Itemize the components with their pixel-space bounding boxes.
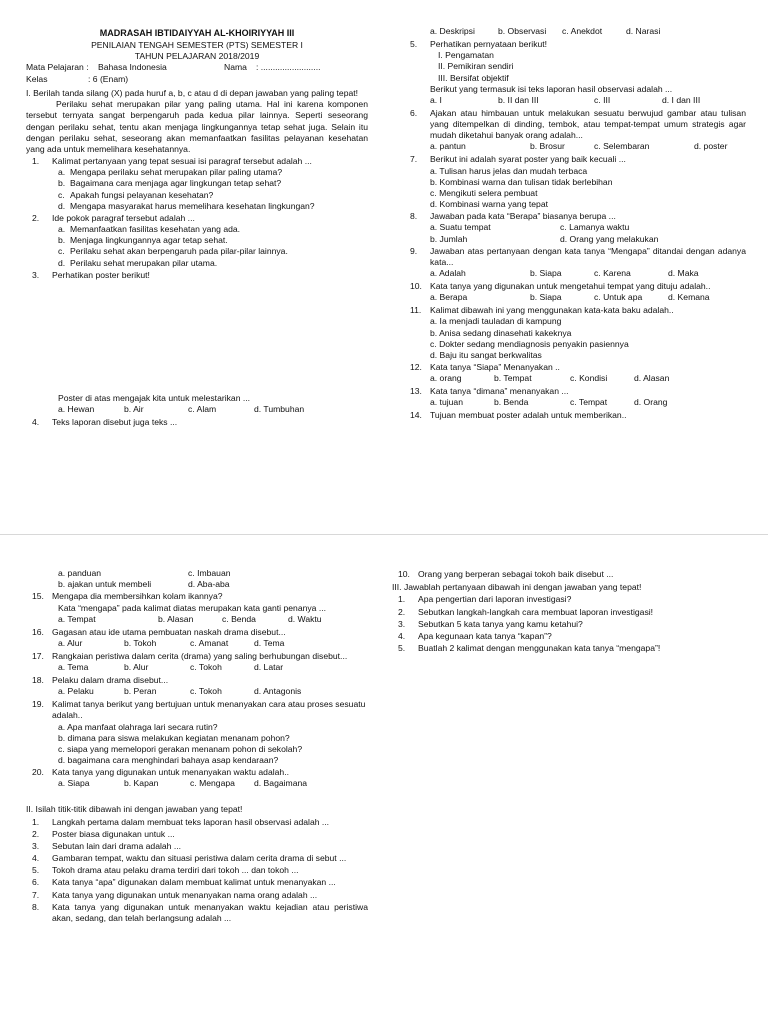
poster-image-area xyxy=(26,281,368,393)
option-b: b. II dan III xyxy=(498,94,539,105)
question-16-options xyxy=(58,638,368,650)
question-9-options xyxy=(430,268,746,280)
option-c: c. Imbauan xyxy=(188,568,231,578)
option-a: a. I xyxy=(430,94,442,105)
question-19: 19. Kalimat tanya berikut yang bertujuan untuk menanyakan cara atau proses sesuatu adalah.. xyxy=(32,699,366,721)
option-a: a. orang xyxy=(430,373,462,384)
fill-in-item: 2. Poster biasa digunakan untuk ... xyxy=(32,828,175,839)
question-text: Teks laporan disebut juga teks ... xyxy=(52,417,178,428)
question-5-options xyxy=(430,95,746,107)
option-c: c. Tempat xyxy=(570,397,608,408)
item-text: Orang yang berperan sebagai tokoh baik disebut ... xyxy=(418,569,614,579)
option-b: b. Observasi xyxy=(498,26,547,36)
question-4: 4. Teks laporan disebut juga teks ... xyxy=(32,417,178,428)
option-b: b. Kombinasi warna dan tulisan tidak berlebihan xyxy=(430,176,613,187)
class-value: : 6 (Enam) xyxy=(88,74,129,85)
essay-item: 3. Sebutkan 5 kata tanya yang kamu ketahui? xyxy=(398,618,583,629)
school-name: MADRASAH IBTIDAIYYAH AL-KHOIRIYYAH III xyxy=(99,28,295,38)
question-1: 1. Kalimat pertanyaan yang tepat sesuai isi paragraf tersebut adalah ... xyxy=(32,156,312,167)
question-text: Kata tanya yang digunakan untuk menanyakan waktu adalah.. xyxy=(52,767,289,778)
option-a: a. Memanfaatkan fasilitas kesehatan yang ada. xyxy=(58,224,241,235)
option-b: b. Siapa xyxy=(530,268,562,279)
section-2-title: II. Isilah titik-titik dibawah ini dengan jawaban yang tepat! xyxy=(26,804,243,815)
option-d: d. Kemana xyxy=(668,292,710,303)
question-text: Jawaban pada kata “Berapa” biasanya berupa ... xyxy=(430,211,616,222)
fill-in-item: 1. Langkah pertama dalam membuat teks laporan hasil observasi adalah ... xyxy=(32,816,330,827)
question-15: 15. Mengapa dia membersihkan kolam ikannya? xyxy=(32,591,223,602)
exam-page-2 xyxy=(0,540,768,1024)
item-text: Sebutkan langkah-langkah cara membuat laporan investigasi! xyxy=(418,606,654,617)
question-5-statements xyxy=(404,50,746,84)
item-text: Sebutan lain dari drama adalah ... xyxy=(52,840,181,851)
question-6-options xyxy=(430,141,746,153)
statement-1: I. Pengamatan xyxy=(438,50,494,61)
question-text: Gagasan atau ide utama pembuatan naskah drama disebut... xyxy=(52,626,286,637)
essay-item: 1. Apa pengertian dari laporan investigasi? xyxy=(398,594,572,605)
question-text: Kata tanya “dimana” menanyakan ... xyxy=(430,386,569,397)
option-a: a. Tema xyxy=(58,662,89,673)
question-20-options xyxy=(58,778,368,790)
question-8: 8. Jawaban pada kata “Berapa” biasanya berupa ... xyxy=(410,211,616,222)
option-a: a. pantun xyxy=(430,141,466,152)
option-d: d. Tumbuhan xyxy=(254,404,305,415)
exam-header xyxy=(26,28,368,62)
question-5-ask: Berikut yang termasuk isi teks laporan hasil observasi adalah ... xyxy=(430,83,673,94)
option-b: b. Kapan xyxy=(124,778,159,789)
question-13: 13. Kata tanya “dimana” menanyakan ... xyxy=(410,386,569,397)
question-14: 14. Tujuan membuat poster adalah untuk memberikan.. xyxy=(410,410,627,421)
question-7: 7. Berikut ini adalah syarat poster yang baik kecuali ... xyxy=(410,154,626,165)
question-18: 18. Pelaku dalam drama disebut... xyxy=(32,675,169,686)
fill-in-item: 7. Kata tanya yang digunakan untuk menanyakan nama orang adalah ... xyxy=(32,889,318,900)
section-2-list xyxy=(26,817,368,925)
item-text: Gambaran tempat, waktu dan situasi peristiwa dalam cerita drama di sebut ... xyxy=(52,853,347,864)
option-b: b. Peran xyxy=(124,686,157,697)
fill-in-item: 3. Sebutan lain dari drama adalah ... xyxy=(32,840,181,851)
option-d: d. Baju itu sangat berkwalitas xyxy=(430,349,542,360)
option-a: a. Siapa xyxy=(58,778,90,789)
option-b: b. dimana para siswa melakukan kegiatan menanam pohon? xyxy=(58,732,290,743)
option-d: d. Perilaku sehat merupakan pilar utama. xyxy=(58,257,218,268)
item-text: Kata tanya yang digunakan untuk menanyakan nama orang adalah ... xyxy=(52,889,318,900)
question-20: 20. Kata tanya yang digunakan untuk menanyakan waktu adalah.. xyxy=(32,767,289,778)
section-3-list xyxy=(392,594,744,654)
option-a: a. Tulisan harus jelas dan mudah terbaca xyxy=(430,165,588,176)
option-a: a. Pelaku xyxy=(58,686,94,697)
option-b: b. Tokoh xyxy=(124,637,157,648)
option-a: a. Deskripsi xyxy=(430,26,475,36)
question-text: Rangkaian peristiwa dalam cerita (drama) yang saling berhubungan disebut... xyxy=(52,650,348,661)
question-3: 3. Perhatikan poster berikut! xyxy=(32,269,150,280)
question-text: Ide pokok paragraf tersebut adalah ... xyxy=(52,212,195,223)
name-value: : ......................... xyxy=(256,62,321,73)
fill-in-item: 8. Kata tanya yang digunakan untuk menanyakan waktu kejadian atau peristiwa akan, sedang, dan telah berlangsung adalah ... xyxy=(32,901,368,923)
item-text: Tokoh drama atau pelaku drama terdiri dari tokoh ... dan tokoh ... xyxy=(52,865,299,876)
question-11-options xyxy=(404,316,746,361)
question-17: 17. Rangkaian peristiwa dalam cerita (drama) yang saling berhubungan disebut... xyxy=(32,650,348,661)
option-a: a. Ia menjadi tauladan di kampung xyxy=(430,316,562,327)
meta-subject-row xyxy=(26,62,368,74)
option-a: a. Alur xyxy=(58,637,83,648)
option-c: c. III xyxy=(594,94,611,105)
option-d: d. Waktu xyxy=(288,613,322,624)
right-column-page-2 xyxy=(392,568,744,654)
option-b: b. Benda xyxy=(494,397,529,408)
page-divider xyxy=(0,534,768,535)
item-text: Langkah pertama dalam membuat teks laporan hasil observasi adalah ... xyxy=(52,816,330,827)
question-15-sub: Kata “mengapa” pada kalimat diatas merupakan kata ganti penanya ... xyxy=(58,602,327,613)
option-a: a. Apa manfaat olahraga lari secara rutin? xyxy=(58,721,218,732)
option-b: b. Brosur xyxy=(530,141,565,152)
option-d: d. Bagaimana xyxy=(254,778,308,789)
question-10: 10. Kata tanya yang digunakan untuk mengetahui tempat yang dituju adalah.. xyxy=(410,281,711,292)
option-b: b. Alur xyxy=(124,662,149,673)
question-3-options xyxy=(58,404,368,416)
option-a: a. Suatu tempat xyxy=(430,222,491,233)
option-a: a. Tempat xyxy=(58,613,96,624)
question-text: Kalimat dibawah ini yang menggunakan kata-kata baku adalah.. xyxy=(430,305,674,316)
fill-in-item: 5. Tokoh drama atau pelaku drama terdiri dari tokoh ... dan tokoh ... xyxy=(32,865,299,876)
question-17-options xyxy=(58,662,368,674)
school-year: TAHUN PELAJARAN 2018/2019 xyxy=(134,50,260,61)
right-column xyxy=(404,26,746,422)
option-d: d. Narasi xyxy=(626,26,661,36)
statement-2: II. Pemikiran sendiri xyxy=(438,61,514,72)
item-text: Poster biasa digunakan untuk ... xyxy=(52,828,175,839)
option-c: c. Tokoh xyxy=(190,686,222,697)
option-d: d. Antagonis xyxy=(254,686,302,697)
question-3-followup: Poster di atas mengajak kita untuk melestarikan ... xyxy=(58,392,251,403)
subject-label: Mata Pelajaran : xyxy=(26,62,89,73)
question-11: 11. Kalimat dibawah ini yang menggunakan kata-kata baku adalah.. xyxy=(410,305,674,316)
option-c: c. Anekdot xyxy=(562,26,603,36)
option-c: c. Perilaku sehat akan berpengaruh pada pilar-pilar lainnya. xyxy=(58,246,288,257)
question-text: Mengapa dia membersihkan kolam ikannya? xyxy=(52,591,223,602)
option-d: d. Tema xyxy=(254,637,285,648)
option-c: c. Benda xyxy=(222,613,256,624)
option-b: b. Jumlah xyxy=(430,233,468,244)
question-15-options xyxy=(58,614,368,626)
option-a: a. Mengapa perilaku sehat merupakan pilar paling utama? xyxy=(58,167,283,178)
option-c: c. Untuk apa xyxy=(594,292,643,303)
question-4-options xyxy=(430,26,746,38)
fill-in-item: 6. Kata tanya “apa” digunakan dalam membuat kalimat untuk menanyakan ... xyxy=(32,877,336,888)
option-a: a. Hewan xyxy=(58,404,95,415)
option-c: c. Kondisi xyxy=(570,373,608,384)
question-text: Kata tanya “Siapa” Menanyakan .. xyxy=(430,362,560,373)
class-label: Kelas xyxy=(26,74,48,85)
option-b: b. Menjaga lingkungannya agar tetap sehat. xyxy=(58,235,228,246)
question-8-options xyxy=(430,222,746,244)
question-9: 9. Jawaban atas pertanyaan dengan kata tanya “Mengapa” ditandai dengan adanya kata... xyxy=(410,245,746,267)
meta-class-row xyxy=(26,74,368,86)
item-text: Apa pengertian dari laporan investigasi? xyxy=(418,594,572,605)
fill-in-item: 4. Gambaran tempat, waktu dan situasi peristiwa dalam cerita drama di sebut ... xyxy=(32,853,347,864)
option-c: c. siapa yang memelopori gerakan menanam pohon di sekolah? xyxy=(58,743,303,754)
option-b: b. Alasan xyxy=(158,613,194,624)
option-b: b. Air xyxy=(124,404,144,415)
question-text: Perhatikan pernyataan berikut! xyxy=(430,39,548,49)
option-a: a. Berapa xyxy=(430,292,468,303)
item-text: Kata tanya yang digunakan untuk menanyakan waktu kejadian atau peristiwa akan, sedang, dan telah berlangsung adalah ... xyxy=(52,901,368,923)
item-text: Apa kegunaan kata tanya “kapan”? xyxy=(418,630,552,641)
option-b: b. Anisa sedang dinasehati kakeknya xyxy=(430,327,572,338)
question-text: Ajakan atau himbauan untuk melakukan sesuatu berwujud gambar atau tulisan yang ditempelkan di dinding, tembok, atau tempat-tempat umum strategis agar mudah diketahui banyak orang adalah... xyxy=(430,107,746,141)
option-d: d. Kombinasi warna yang tepat xyxy=(430,199,548,210)
option-b: b. Siapa xyxy=(530,292,562,303)
essay-item: 5. Buatlah 2 kalimat dengan menggunakan kata tanya “mengapa”! xyxy=(398,643,661,654)
subject-value: Bahasa Indonesia xyxy=(98,62,167,73)
question-13-options xyxy=(430,397,746,409)
option-d: d. I dan III xyxy=(662,94,701,105)
question-16: 16. Gagasan atau ide utama pembuatan naskah drama disebut... xyxy=(32,626,286,637)
option-c: c. Mengapa xyxy=(190,778,235,789)
question-text: Berikut ini adalah syarat poster yang baik kecuali ... xyxy=(430,154,626,165)
question-2-options xyxy=(26,224,368,269)
option-d: d. poster xyxy=(694,141,728,152)
option-c: c. Selembaran xyxy=(594,141,650,152)
option-d: d. Maka xyxy=(668,268,699,279)
essay-item: 4. Apa kegunaan kata tanya “kapan”? xyxy=(398,630,552,641)
section-2-continued xyxy=(392,569,744,580)
question-2: 2. Ide pokok paragraf tersebut adalah ... xyxy=(32,212,195,223)
question-text: Kata tanya yang digunakan untuk mengetahui tempat yang dituju adalah.. xyxy=(430,281,711,292)
option-c: c. Mengikuti selera pembuat xyxy=(430,187,538,198)
question-text: Kalimat tanya berikut yang bertujuan untuk menanyakan cara atau proses sesuatu adalah.. xyxy=(52,699,366,721)
option-b: b. Bagaimana cara menjaga agar lingkungan tetap sehat? xyxy=(58,178,282,189)
left-column xyxy=(26,28,368,428)
question-6: 6. Ajakan atau himbauan untuk melakukan sesuatu berwujud gambar atau tulisan yang ditempelkan di dinding, tembok, atau tempat-tempat umum strategis agar mudah diketahui banyak orang adalah... xyxy=(410,107,746,141)
question-text: Perhatikan poster berikut! xyxy=(52,269,150,280)
option-d: d. Aba-aba xyxy=(188,579,230,590)
option-c: c. Amanat xyxy=(190,637,229,648)
essay-item: 2. Sebutkan langkah-langkah cara membuat laporan investigasi! xyxy=(398,606,654,617)
name-label: Nama xyxy=(224,62,247,73)
option-a: a. Adalah xyxy=(430,268,466,279)
exam-title: PENILAIAN TENGAH SEMESTER (PTS) SEMESTER I xyxy=(91,39,303,50)
item-text: Sebutkan 5 kata tanya yang kamu ketahui? xyxy=(418,618,583,629)
section-1-title: I. Berilah tanda silang (X) pada huruf a, b, c atau d di depan jawaban yang paling tepat! xyxy=(26,88,359,99)
option-d: d. Orang yang melakukan xyxy=(560,233,659,244)
reading-paragraph: Perilaku sehat merupakan pilar yang paling utama. Hal ini karena komponen tersebut ternyata sangat berpengaruh pada kedua pilar lainnya. Seperti seseorang dengan perilaku sehat, tentu akan menjaga lingkungannya tetap sehat juga. Selain itu dengan perilaku sehat, seseorang akan memanfaatkan fasilitas pelayanan kesehatan yang ada untuk memelihara kesehatannya. xyxy=(26,99,368,154)
option-b: b. Tempat xyxy=(494,373,532,384)
option-d: d. Alasan xyxy=(634,373,670,384)
fill-in-item: 10. Orang yang berperan sebagai tokoh baik disebut ... xyxy=(398,569,614,579)
question-19-options xyxy=(26,722,368,767)
item-text: Buatlah 2 kalimat dengan menggunakan kata tanya “mengapa”! xyxy=(418,643,661,654)
question-text: Kalimat pertanyaan yang tepat sesuai isi paragraf tersebut adalah ... xyxy=(52,156,312,167)
question-7-options xyxy=(404,166,746,211)
question-14-options xyxy=(58,568,368,590)
option-c: c. Apakah fungsi pelayanan kesehatan? xyxy=(58,189,214,200)
question-12-options xyxy=(430,373,746,385)
option-d: d. bagaimana cara menghindari bahaya asap kendaraan? xyxy=(58,755,279,766)
question-10-options xyxy=(430,292,746,304)
option-a: a. tujuan xyxy=(430,397,463,408)
option-c: c. Lamanya waktu xyxy=(560,222,630,233)
question-1-options xyxy=(26,167,368,212)
option-c: c. Alam xyxy=(188,404,217,415)
option-d: d. Mengapa masyarakat harus memelihara kesehatan lingkungan? xyxy=(58,200,315,211)
statement-3: III. Bersifat objektif xyxy=(438,72,509,83)
section-3-title: III. Jawablah pertanyaan dibawah ini dengan jawaban yang tepat! xyxy=(392,582,642,593)
question-text: Pelaku dalam drama disebut... xyxy=(52,675,169,686)
option-d: d. Latar xyxy=(254,662,284,673)
option-a: a. panduan xyxy=(58,568,102,578)
question-18-options xyxy=(58,686,368,698)
question-text: Tujuan membuat poster adalah untuk memberikan.. xyxy=(430,410,627,421)
option-c: c. Karena xyxy=(594,268,631,279)
option-c: c. Dokter sedang mendiagnosis penyakin pasiennya xyxy=(430,338,629,349)
item-text: Kata tanya “apa” digunakan dalam membuat kalimat untuk menanyakan ... xyxy=(52,877,336,888)
question-5: 5. Perhatikan pernyataan berikut! xyxy=(410,39,548,49)
question-12: 12. Kata tanya “Siapa” Menanyakan .. xyxy=(410,362,560,373)
option-d: d. Orang xyxy=(634,397,668,408)
left-column-page-2 xyxy=(26,568,368,924)
option-b: b. ajakan untuk membeli xyxy=(58,579,152,590)
option-c: c. Tokoh xyxy=(190,662,222,673)
question-text: Jawaban atas pertanyaan dengan kata tanya “Mengapa” ditandai dengan adanya kata... xyxy=(430,245,746,267)
